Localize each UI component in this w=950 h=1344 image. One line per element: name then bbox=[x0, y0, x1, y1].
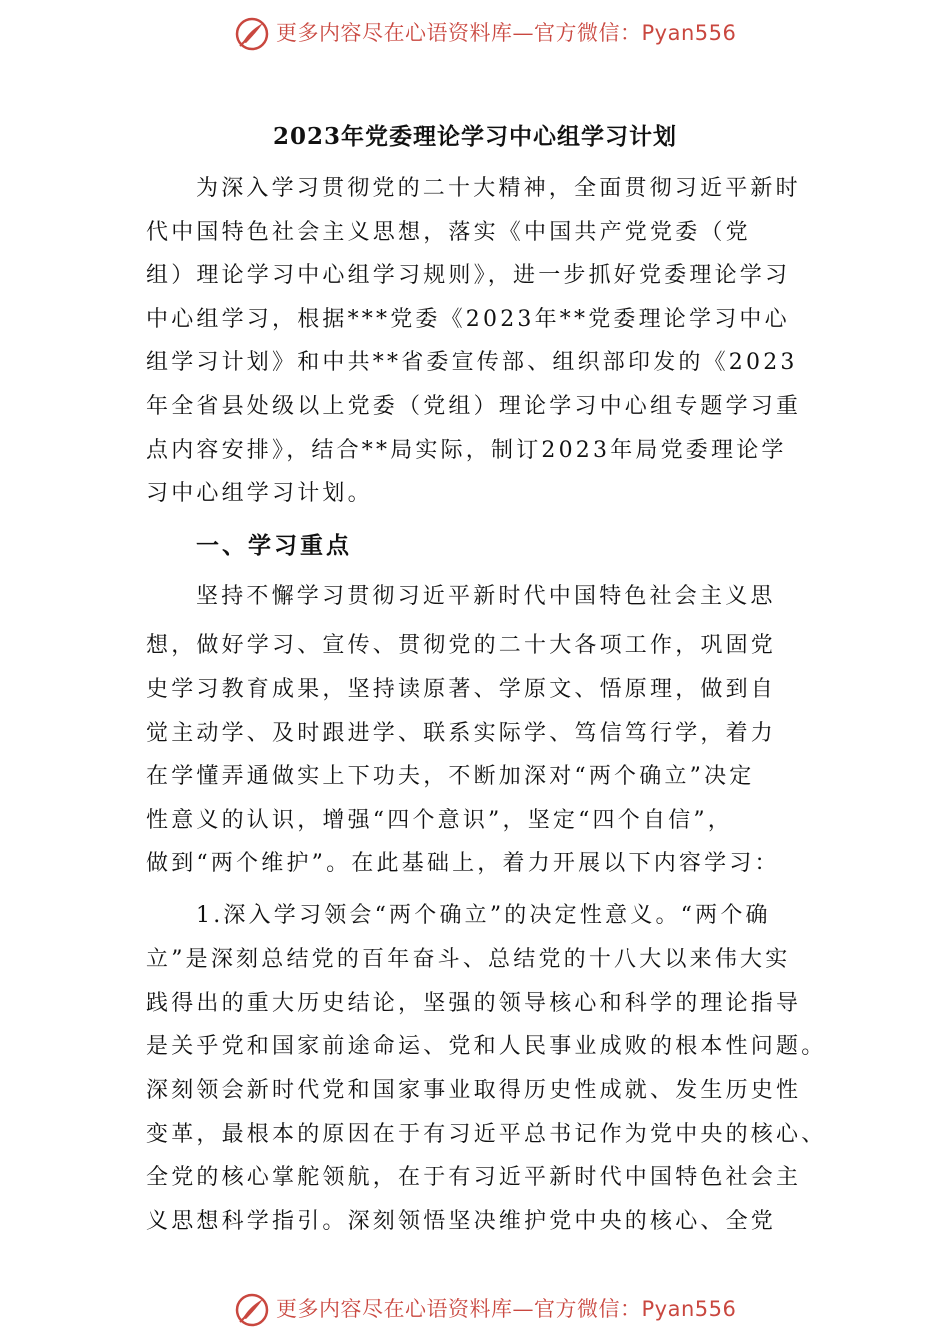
watermark-banner-top bbox=[0, 14, 950, 54]
paragraph-line: 年全省县处级以上党委（党组）理论学习中心组专题学习重 bbox=[146, 394, 802, 419]
paragraph-line: 为深入学习贯彻党的二十大精神，全面贯彻习近平新时 bbox=[196, 176, 801, 201]
paragraph-line: 立”是深刻总结党的百年奋斗、总结党的十八大以来伟大实 bbox=[146, 947, 791, 972]
paragraph-line: 点内容安排》，结合**局实际，制订2023年局党委理论学 bbox=[146, 438, 787, 463]
paragraph-line: 代中国特色社会主义思想，落实《中国共产党党委（党 bbox=[146, 220, 751, 245]
paragraph-line: 深刻领会新时代党和国家事业取得历史性成就、发生历史性 bbox=[146, 1078, 802, 1103]
paragraph-line: 坚持不懈学习贯彻习近平新时代中国特色社会主义思 bbox=[196, 584, 776, 609]
paragraph-line: 组学习计划》和中共**省委宣传部、组织部印发的《2023 bbox=[146, 350, 798, 375]
watermark-text: 更多内容尽在心语资料库—官方微信：Pyan556 bbox=[276, 21, 737, 45]
quill-logo-icon bbox=[234, 1292, 270, 1328]
paragraph-line: 觉主动学、及时跟进学、联系实际学、笃信笃行学，着力 bbox=[146, 721, 777, 746]
quill-logo-icon bbox=[234, 16, 270, 52]
paragraph-line: 组）理论学习中心组学习规则》，进一步抓好党委理论学习 bbox=[146, 263, 791, 288]
paragraph-line: 史学习教育成果，坚持读原著、学原文、悟原理，做到自 bbox=[146, 677, 777, 702]
paragraph-line: 性意义的认识，增强“四个意识”，坚定“四个自信”， bbox=[146, 808, 733, 833]
paragraph-line: 1.深入学习领会“两个确立”的决定性意义。“两个确 bbox=[196, 903, 771, 928]
paragraph-line: 全党的核心掌舵领航，在于有习近平新时代中国特色社会主 bbox=[146, 1165, 802, 1190]
wechat-id: Pyan556 bbox=[641, 1297, 737, 1321]
watermark-banner-bottom bbox=[0, 1290, 950, 1330]
paragraph-line: 习中心组学习计划。 bbox=[146, 481, 373, 506]
paragraph-line: 在学懂弄通做实上下功夫，不断加深对“两个确立”决定 bbox=[146, 764, 755, 789]
paragraph-line: 变革，最根本的原因在于有习近平总书记作为党中央的核心、 bbox=[146, 1122, 827, 1147]
wechat-id: Pyan556 bbox=[641, 21, 737, 45]
paragraph-line: 想，做好学习、宣传、贯彻党的二十大各项工作，巩固党 bbox=[146, 633, 777, 658]
watermark-text: 更多内容尽在心语资料库—官方微信：Pyan556 bbox=[276, 1297, 737, 1321]
paragraph-line: 践得出的重大历史结论，坚强的领导核心和科学的理论指导 bbox=[146, 991, 802, 1016]
paragraph-line: 做到“两个维护”。在此基础上，着力开展以下内容学习： bbox=[146, 851, 780, 876]
paragraph-line: 中心组学习，根据***党委《2023年**党委理论学习中心 bbox=[146, 307, 790, 332]
document-title: 2023年党委理论学习中心组学习计划 bbox=[272, 123, 677, 150]
section-heading: 一、学习重点 bbox=[196, 532, 352, 559]
paragraph-line: 是关乎党和国家前途命运、党和人民事业成败的根本性问题。 bbox=[146, 1034, 827, 1059]
paragraph-line: 义思想科学指引。深刻领悟坚决维护党中央的核心、全党 bbox=[146, 1209, 777, 1234]
